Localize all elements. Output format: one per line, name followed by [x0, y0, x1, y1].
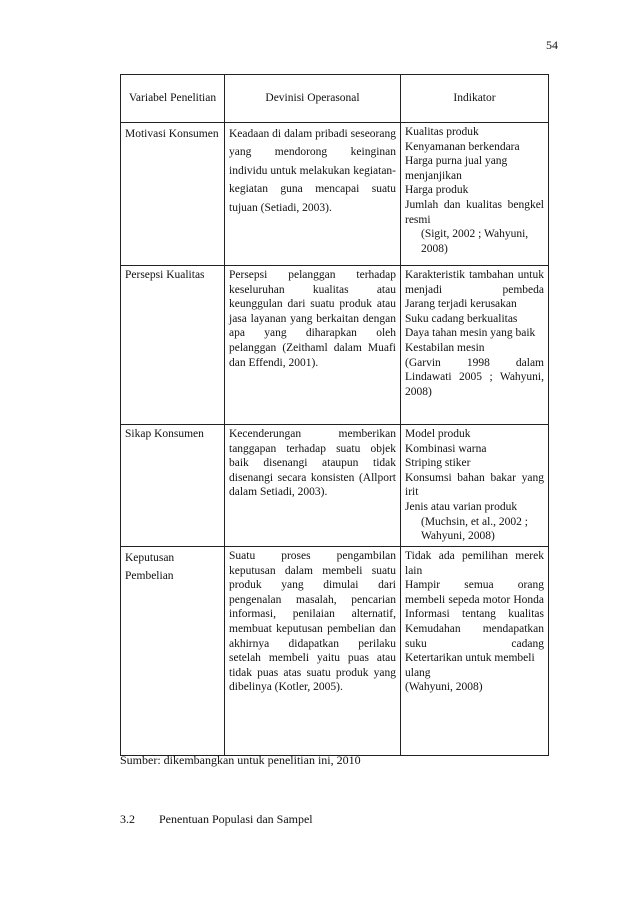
indicator-item: Jenis atau varian produk	[405, 500, 518, 513]
source-note: Sumber: dikembangkan untuk penelitian ini, 2010	[120, 753, 361, 767]
indicator-cell	[401, 547, 549, 756]
indicator-item: Suku cadang berkualitas	[405, 312, 518, 325]
table-row	[121, 123, 549, 266]
definition-cell: Kecenderungan memberikan tanggapan terhadap suatu objek baik disenangi ataupun tidak disenangi secara konsisten (Allport dalam Setiadi, 2003).	[225, 425, 401, 547]
definition-cell: Suatu proses pengambilan keputusan dalam membeli suatu produk yang dimulai dari pengenalan masalah, pencarian informasi, penilaian alternatif, membuat keputusan pembelian dan akhirnya didapatkan perilaku setelah membeli yaitu puas atau tidak puas atas suatu produk yang dibelinya (Kotler, 2005).	[225, 547, 401, 756]
indicator-item: Kualitas produk	[405, 126, 479, 138]
indicator-item: Harga purna jual yang menjanjikan	[405, 155, 508, 182]
indicator-item: Ketertarikan untuk membeli ulang	[405, 652, 535, 679]
variable-cell: Keputusan Pembelian	[121, 547, 225, 756]
indicator-item: Model produk	[405, 428, 471, 440]
table-row	[121, 266, 549, 425]
section-heading	[120, 812, 313, 827]
indicator-cell	[401, 425, 549, 547]
header-indicator: Indikator	[401, 75, 549, 123]
indicator-item: Informasi tentang kualitas	[405, 608, 544, 621]
indicator-cell	[401, 123, 549, 266]
indicator-item: Daya tahan mesin yang baik	[405, 327, 536, 340]
definition-cell: Keadaan di dalam pribadi seseorang yang mendorong keinginan individu untuk melakukan kegiatan-kegiatan guna mencapai suatu tujuan (Setiadi, 2003).	[225, 123, 401, 266]
indicator-cell	[401, 266, 549, 425]
header-definition: Devinisi Operasonal	[225, 75, 401, 123]
section-number: 3.2	[120, 812, 135, 826]
indicator-item: Jumlah dan kualitas bengkel resmi	[405, 198, 544, 226]
indicator-item: Kombinasi warna	[405, 442, 487, 455]
indicator-item: Tidak ada pemilihan merek lain	[405, 550, 544, 577]
indicator-citation: (Muchsin, et al., 2002 ; Wahyuni, 2008)	[421, 515, 528, 543]
indicator-item: Kenyamanan berkendara	[405, 140, 520, 153]
definition-cell: Persepsi pelanggan terhadap keseluruhan kualitas atau keunggulan dari suatu produk atau jasa layanan yang berkaitan dengan apa yang diharapkan oleh pelanggan (Zeithaml dalam Muafi dan Effendi, 2001).	[225, 266, 401, 425]
indicator-item: Jarang terjadi kerusakan	[405, 298, 517, 311]
variable-cell: Persepsi Kualitas	[121, 266, 225, 425]
table-row	[121, 425, 549, 547]
indicator-item: Harga produk	[405, 184, 469, 197]
indicator-citation: (Garvin 1998 dalam Lindawati 2005 ; Wahyuni, 2008)	[405, 356, 544, 398]
variable-cell: Sikap Konsumen	[121, 425, 225, 547]
indicator-item: Striping stiker	[405, 457, 471, 470]
indicator-item: Karakteristik tambahan untuk menjadi pembeda	[405, 269, 544, 296]
header-variable: Variabel Penelitian	[121, 75, 225, 123]
indicator-item: Kemudahan mendapatkan suku cadang	[405, 622, 544, 650]
indicator-citation: (Sigit, 2002 ; Wahyuni, 2008)	[421, 228, 529, 255]
variable-definition-table	[120, 74, 549, 756]
variable-cell: Motivasi Konsumen	[121, 123, 225, 266]
page-number: 54	[546, 38, 558, 52]
section-title: Penentuan Populasi dan Sampel	[159, 812, 313, 826]
table-header-row	[121, 75, 549, 123]
indicator-citation: (Wahyuni, 2008)	[405, 681, 483, 694]
table-row	[121, 547, 549, 756]
indicator-item: Kestabilan mesin	[405, 341, 485, 354]
indicator-item: Konsumsi bahan bakar yang irit	[405, 471, 544, 499]
indicator-item: Hampir semua orang membeli sepeda motor Honda	[405, 579, 544, 606]
